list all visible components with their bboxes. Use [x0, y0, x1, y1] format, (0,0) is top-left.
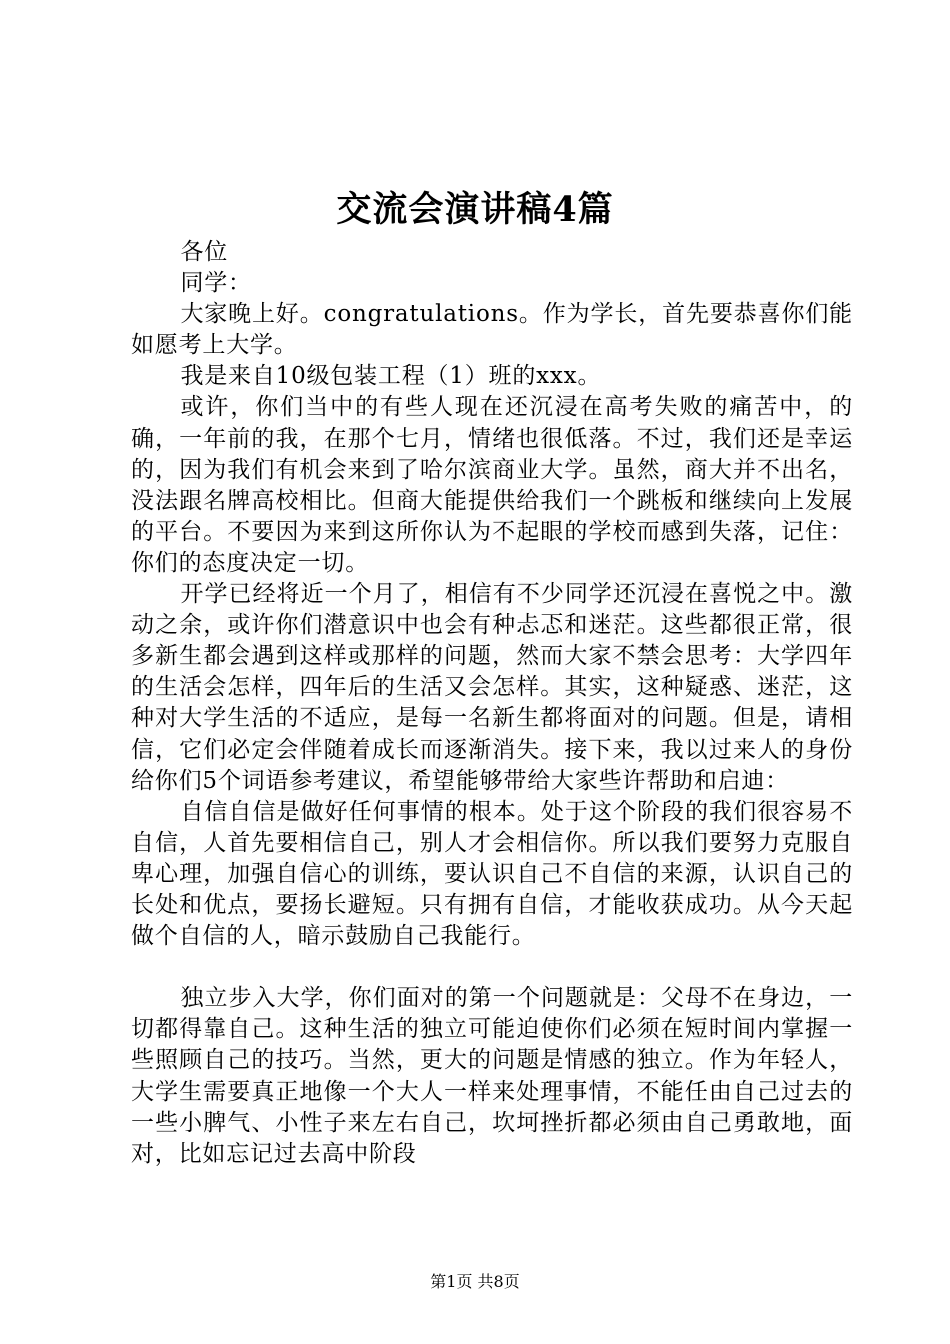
- paragraph-encouragement: 或许，你们当中的有些人现在还沉浸在高考失败的痛苦中，的确，一年前的我，在那个七月，情绪也很低落。不过，我们还是幸运的，因为我们有机会来到了哈尔滨商业大学。虽然，商大并不出名，没法跟名牌高校相比。但商大能提供给我们一个跳板和继续向上发展的平台。不要因为来到这所你认为不起眼的学校而感到失落，记住：你们的态度决定一切。: [131, 394, 853, 576]
- document-title: 交流会演讲稿4篇: [336, 189, 614, 230]
- paragraph-greeting: 大家晚上好。congratulations。作为学长，首先要恭喜你们能如愿考上大学。: [131, 301, 853, 359]
- paragraph-confidence: 自信自信是做好任何事情的根本。处于这个阶段的我们很容易不自信，人首先要相信自己，别人才会相信你。所以我们要努力克服自卑心理，加强自信心的训练，要认识自己不自信的来源，认识自己的长处和优点，要扬长避短。只有拥有自信，才能收获成功。从今天起做个自信的人，暗示鼓励自己我能行。: [131, 798, 853, 950]
- document-body: [131, 237, 853, 1170]
- paragraph-salutation-2: 同学：: [180, 270, 252, 297]
- paragraph-independence: 独立步入大学，你们面对的第一个问题就是：父母不在身边，一切都得靠自己。这种生活的独立可能迫使你们必须在短时间内掌握一些照顾自己的技巧。当然，更大的问题是情感的独立。作为年轻人，大学生需要真正地像一个大人一样来处理事情，不能任由自己过去的一些小脾气、小性子来左右自己，坎坷挫折都必须由自己勇敢地，面对，比如忘记过去高中阶段: [131, 985, 853, 1167]
- paragraph-introduction: 我是来自10级包装工程（1）班的xxx。: [180, 363, 602, 390]
- paragraph-new-semester: 开学已经将近一个月了，相信有不少同学还沉浸在喜悦之中。激动之余，或许你们潜意识中也会有种忐忑和迷茫。这些都很正常，很多新生都会遇到这样或那样的问题，然而大家不禁会思考：大学四年的生活会怎样，四年后的生活又会怎样。其实，这种疑惑、迷茫，这种对大学生活的不适应，是每一名新生都将面对的问题。但是，请相信，它们必定会伴随着成长而逐渐消失。接下来，我以过来人的身份给你们5个词语参考建议，希望能够带给大家些许帮助和启迪：: [131, 581, 853, 794]
- paragraph-salutation-1: 各位: [180, 239, 229, 265]
- page-footer: 第1页 共8页: [430, 1272, 520, 1291]
